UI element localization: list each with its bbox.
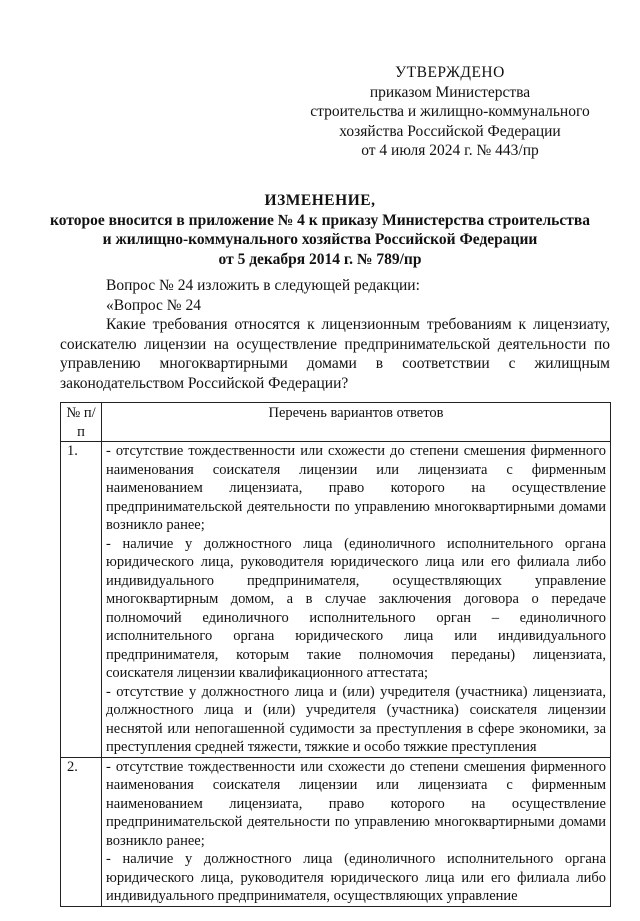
- row-number: 2.: [61, 757, 102, 906]
- heading-line: от 5 декабря 2014 г. № 789/пр: [218, 250, 422, 268]
- answer-item: - отсутствие у должностного лица и (или) учредителя (участника) лицензиата, должностного лица и (или) учредителя (участника) соискателя лицензии неснятой или непогашенной судимости за преступления в сфере экономики, за преступления средней тяжести, тяжкие и особо тяжкие преступления: [106, 683, 606, 755]
- approval-line: приказом Министерства: [369, 83, 531, 101]
- answers-table: [60, 402, 611, 907]
- document-heading: [40, 191, 600, 269]
- answer-cell: [102, 442, 611, 758]
- row-number: 1.: [61, 442, 102, 758]
- approval-line: строительства и жилищно-коммунального: [310, 103, 590, 120]
- heading-line: которое вносится в приложение № 4 к приказу Министерства строительства: [50, 211, 590, 229]
- header-number: № п/п: [61, 403, 102, 442]
- approval-stamp: [300, 63, 600, 161]
- answer-item: - наличие у должностного лица (единоличного исполнительного органа юридического лица, руководителя юридического лица или его филиала либо индивидуального предпринимателя, осуществляющих управление многоквартирным домом, а в случае заключения договора о передаче полномочий единоличного исполнительного орган – единоличного исполнительного органа юридического лица или индивидуального предпринимателя, которым такие полномочия переданы) лицензиата, соискателя лицензии квалификационного аттестата;: [106, 535, 606, 681]
- approval-title: УТВЕРЖДЕНО: [395, 64, 505, 81]
- approval-line: хозяйства Российской Федерации: [339, 122, 561, 140]
- intro-section: [60, 276, 610, 393]
- approval-line: от 4 июля 2024 г. № 443/пр: [361, 142, 539, 159]
- instruction-text: Вопрос № 24 изложить в следующей редакции:: [106, 277, 420, 294]
- answer-item: - отсутствие тождественности или схожести до степени смешения фирменного наименования соискателя лицензии или лицензиата с фирменным наименованием лицензиата, право которого на осуществление предпринимательской деятельности по управлению многоквартирными домами возникло ранее;: [106, 443, 606, 533]
- answer-item: - отсутствие тождественности или схожести до степени смешения фирменного наименования соискателя лицензии или лицензиата с фирменным наименованием лицензиата, право которого на осуществление предпринимательской деятельности по управлению многоквартирными домами возникло ранее;: [106, 758, 606, 849]
- table-row: [61, 442, 611, 758]
- question-text: Какие требования относятся к лицензионным требованиям к лицензиату, соискателю лицензии на осуществление предпринимательской деятельности по управлению многоквартирными домами в соответствии с жилищным законодательством Российской Федерации?: [60, 316, 610, 392]
- table-row: [61, 757, 611, 906]
- heading-line: и жилищно-коммунального хозяйства Российской Федерации: [102, 231, 538, 248]
- header-answers: Перечень вариантов ответов: [102, 403, 611, 442]
- answer-item: - наличие у должностного лица (единоличного исполнительного органа юридического лица, руководителя юридического лица или его филиала либо индивидуального предпринимателя, осуществляющих управление: [106, 851, 606, 904]
- answer-cell: [102, 757, 611, 906]
- question-label: «Вопрос № 24: [106, 296, 201, 314]
- heading-title: ИЗМЕНЕНИЕ,: [264, 192, 376, 209]
- table-header-row: [61, 403, 611, 442]
